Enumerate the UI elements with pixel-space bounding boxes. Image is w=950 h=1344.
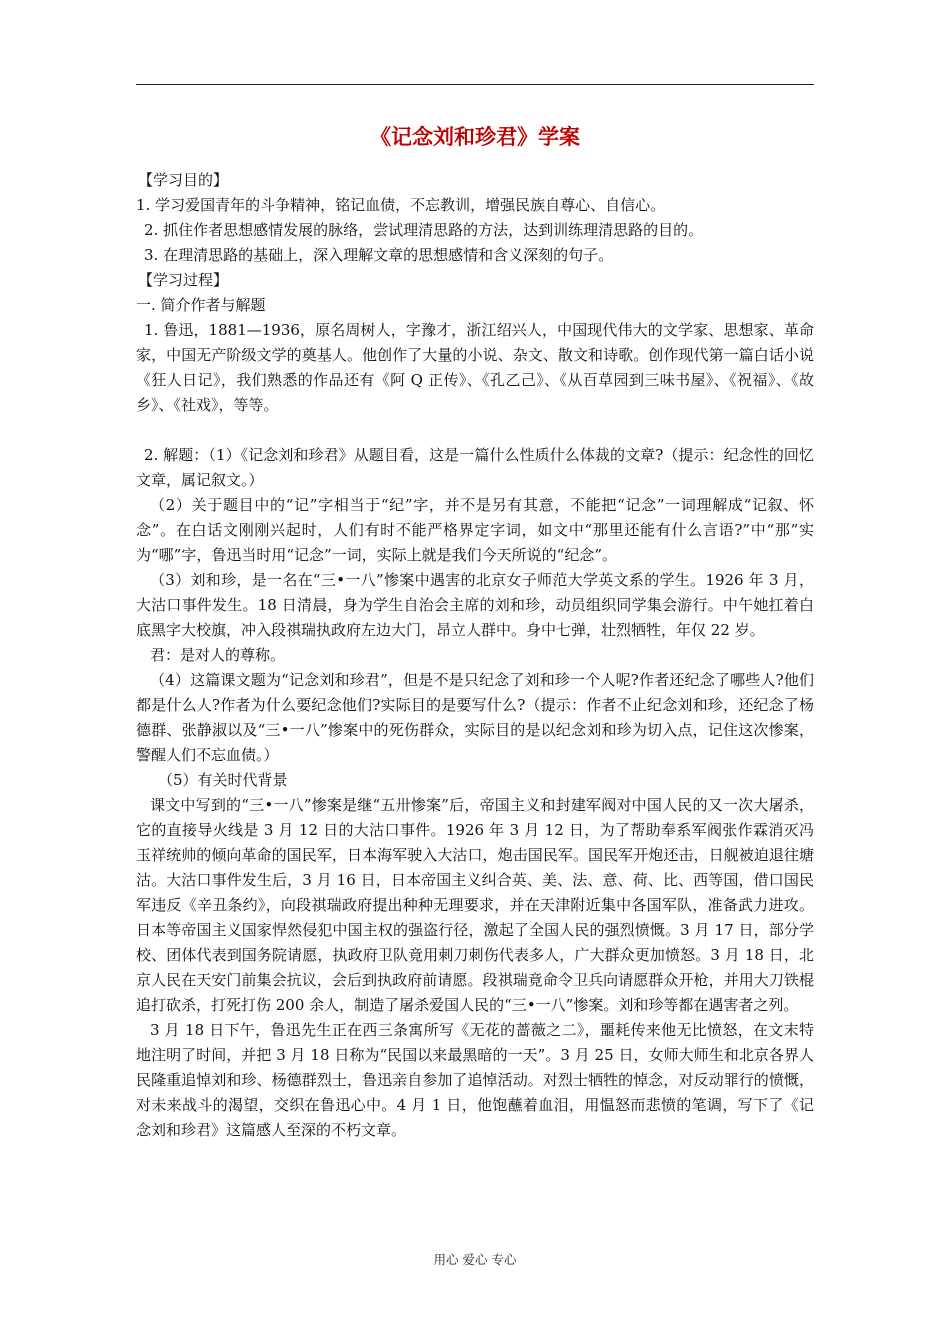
question-3: （3）刘和珍，是一名在“三•一八”惨案中遇害的北京女子师范大学英文系的学生。1926 年 3 月，大沽口事件发生。18 日清晨，身为学生自治会主席的刘和珍，动员组织同学集会游行。中午她扛着白底黑字大校旗，冲入段祺瑞执政府左边大门，昂立人群中。身中七弹，壮烈牺牲，年仅 22 岁。 [136,571,814,639]
goals-heading: 【学习目的】 [138,171,229,189]
goal-1: 1. 学习爱国青年的斗争精神，铭记血债，不忘教训，增强民族自尊心、自信心。 [136,196,666,214]
spacer [136,418,814,443]
goal-2: 2. 抓住作者思想感情发展的脉络，尝试理清思路的方法，达到训练理清思路的目的。 [144,221,704,239]
background-paragraph-1: 课文中写到的“三•一八”惨案是继“五卅惨案”后，帝国主义和封建军阀对中国人民的又一次大屠杀，它的直接导火线是 3 月 12 日的大沽口事件。1926 年 3 月 12 日，为了帮助奉系军阀张作霖消灭冯玉祥统帅的倾向革命的国民军，日本海军驶入大沽口，炮击国民军。国民军开炮还击，日舰被迫退往塘沽。大沽口事件发生后，3 月 16 日，日本帝国主义纠合英、美、法、意、荷、比、西等国，借口国民军违反《辛丑条约》，向段祺瑞政府提出种种无理要求，并在天津附近集中各国军队，准备武力进攻。日本等帝国主义国家悍然侵犯中国主权的强盗行径，激起了全国人民的强烈愤慨。3 月 17 日，部分学校、团体代表到国务院请愿，执政府卫队竟用刺刀刺伤代表多人，广大群众更加愤怒。3 月 18 日，北京人民在天安门前集会抗议，会后到执政府前请愿。段祺瑞竟命令卫兵向请愿群众开枪，并用大刀铁棍追打砍杀，打死打伤 200 余人，制造了屠杀爱国人民的“三•一八”惨案。刘和珍等都在遇害者之列。 [136,796,814,1014]
title-explanation: 2. 解题：（1）《记念刘和珍君》从题目看，这是一篇什么性质什么体裁的文章?（提示：纪念性的回忆文章，属记叙文。） [136,446,814,489]
document-body [136,122,814,1143]
question-4: （4）这篇课文题为“记念刘和珍君”，但是不是只纪念了刘和珍一个人呢?作者还纪念了哪些人?他们都是什么人?作者为什么要纪念他们?实际目的是要写什么?（提示：作者不止纪念刘和珍，还纪念了杨德群、张静淑以及“三•一八”惨案中的死伤群众，实际目的是以纪念刘和珍为切入点，记住这次惨案，警醒人们不忘血债。） [136,671,814,764]
background-paragraph-2: 3 月 18 日下午，鲁迅先生正在西三条寓所写《无花的蔷薇之二》，噩耗传来他无比愤怒，在文末特地注明了时间，并把 3 月 18 日称为“民国以来最黑暗的一天”。3 月 25 日，女师大师生和北京各界人民隆重追悼刘和珍、杨德群烈士，鲁迅亲自参加了追悼活动。对烈士牺牲的悼念，对反动罪行的愤慨，对未来战斗的渴望，交织在鲁迅心中。4 月 1 日，他饱蘸着血泪，用愠怒而悲愤的笔调，写下了《记念刘和珍君》这篇感人至深的不朽文章。 [136,1021,814,1139]
jun-note: 君：是对人的尊称。 [150,646,286,664]
goal-3: 3. 在理清思路的基础上，深入理解文章的思想感情和含义深刻的句子。 [144,246,614,264]
part1-heading: 一. 简介作者与解题 [136,296,266,314]
header-rule [136,84,814,85]
page-footer: 用心 爱心 专心 [433,1252,517,1267]
question-2: （2）关于题目中的“记”字相当于“纪”字，并不是另有其意，不能把“记念”一词理解成“记叙、怀念”。在白话文刚刚兴起时，人们有时不能严格界定字词，如文中“那里还能有什么言语?”中“那”实为“哪”字，鲁迅当时用“记念”一词，实际上就是我们今天所说的“纪念”。 [136,496,814,564]
author-intro: 1. 鲁迅，1881—1936，原名周树人，字豫才，浙江绍兴人，中国现代伟大的文学家、思想家、革命家，中国无产阶级文学的奠基人。他创作了大量的小说、杂文、散文和诗歌。创作现代第一篇白话小说《狂人日记》，我们熟悉的作品还有《阿 Q 正传》、《孔乙己》、《从百草园到三味书屋》、《祝福》、《故乡》、《社戏》，等等。 [136,321,814,414]
page-title: 《记念刘和珍君》学案 [370,124,580,149]
question-5: （5）有关时代背景 [158,771,288,789]
process-heading: 【学习过程】 [138,271,229,289]
